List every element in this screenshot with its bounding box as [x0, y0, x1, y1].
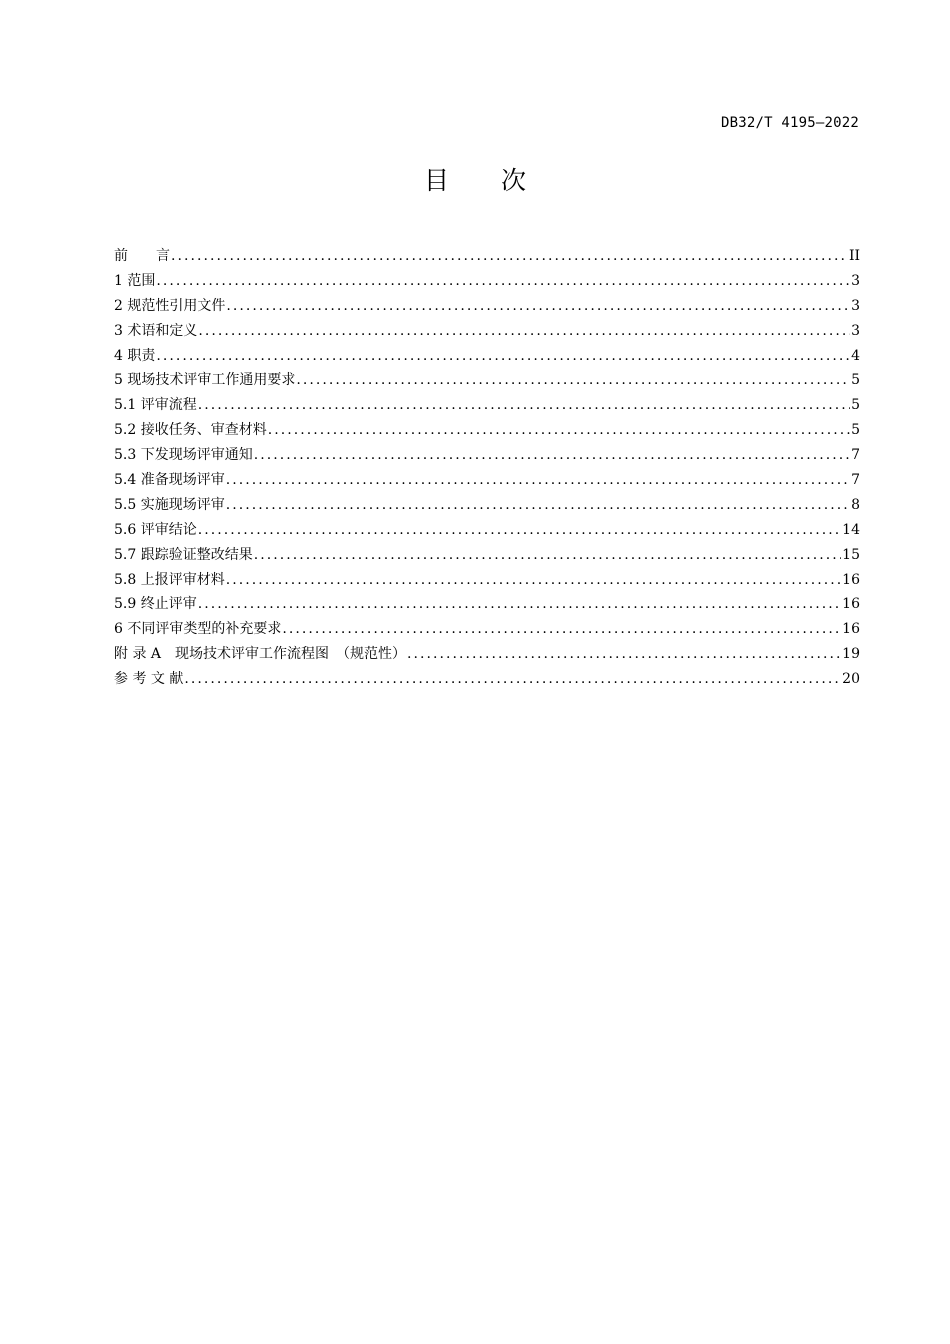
- dot-leader: [254, 443, 850, 468]
- toc-entry-page: 7: [851, 472, 860, 489]
- toc-entry-page: 14: [842, 521, 860, 538]
- dot-leader: [156, 344, 850, 369]
- toc-entry-label: 2 规范性引用文件: [114, 297, 226, 314]
- dot-leader: [407, 642, 841, 667]
- dot-leader: [254, 543, 841, 568]
- dot-leader: [184, 667, 841, 692]
- toc-entry-page: 3: [851, 297, 860, 314]
- dot-leader: [198, 393, 850, 418]
- dot-leader: [198, 319, 850, 344]
- page-title: 目 次: [424, 166, 548, 195]
- toc-entry-label: 5.5 实施现场评审: [114, 496, 225, 513]
- toc-entry-page: 20: [842, 671, 860, 688]
- table-of-contents: [114, 244, 860, 692]
- toc-entry-page: 5: [851, 397, 860, 414]
- toc-entry-5-1[interactable]: [114, 393, 860, 418]
- toc-entry-bibliography[interactable]: [114, 667, 860, 692]
- toc-entry-5-9[interactable]: [114, 592, 860, 617]
- toc-entry-supplementary-requirements[interactable]: [114, 617, 860, 642]
- toc-entry-label: 5.9 终止评审: [114, 596, 197, 613]
- dot-leader: [171, 244, 848, 269]
- dot-leader: [198, 518, 841, 543]
- toc-entry-label: 参 考 文 献: [114, 671, 184, 688]
- toc-entry-page: 3: [851, 322, 860, 339]
- dot-leader: [282, 617, 841, 642]
- toc-entry-label: 附 录 A 现场技术评审工作流程图 （规范性）: [114, 646, 407, 663]
- dot-leader: [226, 493, 850, 518]
- toc-entry-label: 5.6 评审结论: [114, 521, 197, 538]
- toc-entry-normative-references[interactable]: [114, 294, 860, 319]
- dot-leader: [296, 368, 850, 393]
- toc-entry-label: 5 现场技术评审工作通用要求: [114, 372, 296, 389]
- toc-entry-general-requirements[interactable]: [114, 368, 860, 393]
- toc-entry-5-5[interactable]: [114, 493, 860, 518]
- toc-entry-page: 8: [851, 496, 860, 513]
- toc-entry-label: 5.8 上报评审材料: [114, 571, 225, 588]
- dot-leader: [198, 592, 841, 617]
- dot-leader: [226, 294, 850, 319]
- toc-entry-label: 5.1 评审流程: [114, 397, 197, 414]
- toc-entry-label: 5.3 下发现场评审通知: [114, 447, 253, 464]
- dot-leader: [226, 568, 841, 593]
- toc-entry-page: 3: [851, 272, 860, 289]
- toc-entry-label: 5.2 接收任务、审查材料: [114, 422, 267, 439]
- toc-entry-5-3[interactable]: [114, 443, 860, 468]
- toc-entry-appendix-a[interactable]: [114, 642, 860, 667]
- dot-leader: [268, 418, 850, 443]
- toc-entry-page: 5: [851, 372, 860, 389]
- toc-entry-5-7[interactable]: [114, 543, 860, 568]
- dot-leader: [226, 468, 850, 493]
- toc-entry-page: 16: [842, 621, 860, 638]
- toc-entry-label: 5.7 跟踪验证整改结果: [114, 546, 253, 563]
- toc-entry-label: 4 职责: [114, 347, 156, 364]
- standard-code: DB32/T 4195—2022: [720, 115, 859, 131]
- toc-entry-page: 4: [851, 347, 860, 364]
- toc-entry-5-4[interactable]: [114, 468, 860, 493]
- toc-entry-page: II: [848, 248, 860, 264]
- toc-entry-page: 7: [851, 447, 860, 464]
- toc-entry-scope[interactable]: [114, 269, 860, 294]
- toc-entry-page: 5: [851, 422, 860, 439]
- toc-entry-5-6[interactable]: [114, 518, 860, 543]
- toc-entry-label: 6 不同评审类型的补充要求: [114, 621, 282, 638]
- toc-entry-label: 前 言: [114, 248, 170, 264]
- toc-entry-page: 19: [842, 646, 860, 663]
- toc-entry-label: 1 范围: [114, 272, 156, 289]
- toc-entry-5-2[interactable]: [114, 418, 860, 443]
- toc-entry-page: 16: [842, 571, 860, 588]
- toc-entry-label: 5.4 准备现场评审: [114, 472, 225, 489]
- toc-entry-foreword[interactable]: [114, 244, 860, 269]
- toc-entry-page: 16: [842, 596, 860, 613]
- toc-entry-responsibilities[interactable]: [114, 344, 860, 369]
- toc-entry-label: 3 术语和定义: [114, 322, 198, 339]
- dot-leader: [156, 269, 850, 294]
- toc-entry-page: 15: [842, 546, 860, 563]
- toc-entry-terms-definitions[interactable]: [114, 319, 860, 344]
- toc-entry-5-8[interactable]: [114, 568, 860, 593]
